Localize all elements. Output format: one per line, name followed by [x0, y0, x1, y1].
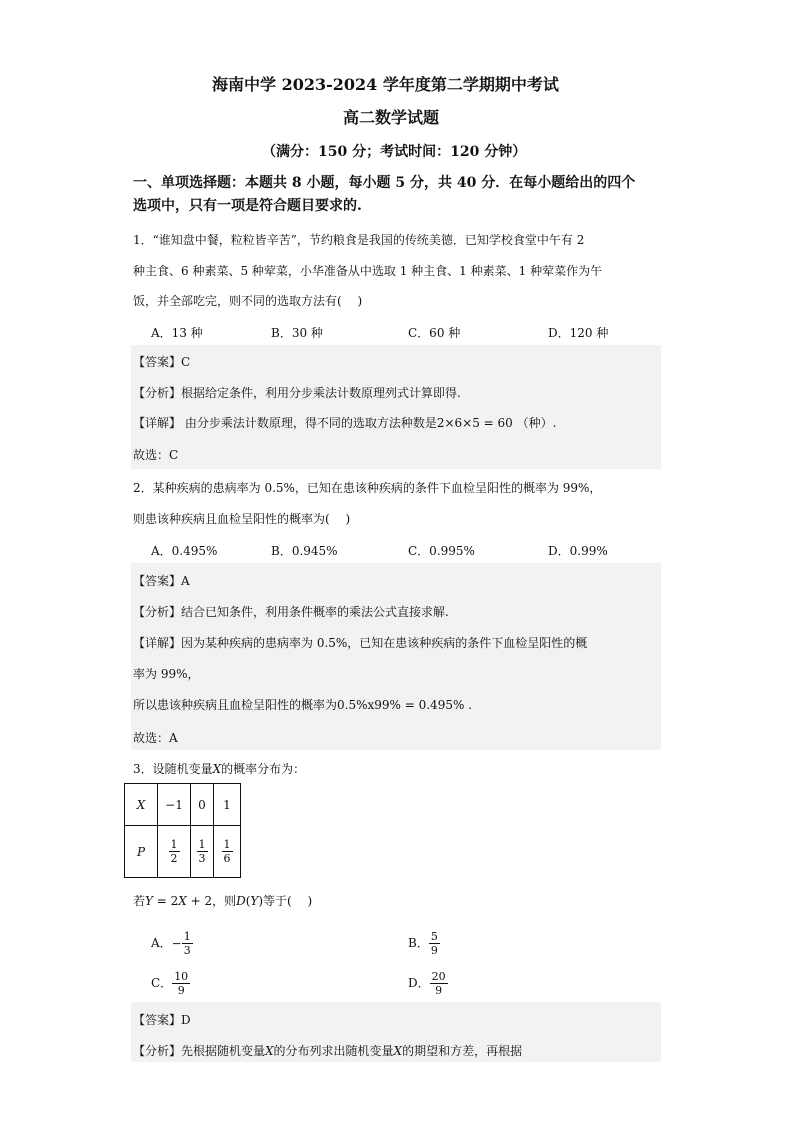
q3-line1: 3．设随机变量𝑋的概率分布为： [133, 762, 306, 776]
q2-line2: 则患该种疾病且血检呈阳性的概率为( ) [133, 512, 351, 526]
q2-detail-line3: 所以患该种疾病且血检呈阳性的概率为0.5%x99% = 0.495% . [133, 698, 472, 712]
table-header-x: 𝑋 [125, 784, 158, 826]
q1-analysis: 【分析】根据给定条件，利用分步乘法计数原理列式计算即得. [133, 386, 461, 400]
table-prob-cell [158, 826, 191, 878]
probability-distribution-table [124, 783, 241, 878]
q3-question: 若𝑌 = 2𝑋 + 2，则𝐷(𝑌)等于( ) [133, 894, 313, 908]
section-heading-line1: 一、单项选择题：本题共 8 小题，每小题 5 分，共 40 分．在每小题给出的四个 [133, 175, 636, 191]
q1-solution-box [131, 345, 661, 469]
q1-conclusion: 故选：C [133, 448, 179, 462]
q2-option-c: C．0.995% [408, 544, 475, 558]
prob-fraction: $\frac{1}{2}$ [170, 838, 178, 865]
q1-option-a: A．13 种 [151, 326, 203, 340]
exam-meta: （满分：150 分；考试时间：120 分钟） [262, 144, 527, 160]
exam-subtitle: 高二数学试题 [343, 108, 440, 127]
q2-conclusion: 故选：A [133, 731, 178, 745]
q2-detail-line2: 率为 99%， [133, 667, 200, 681]
q1-option-d: D．120 种 [548, 326, 609, 340]
q1-option-c: C．60 种 [408, 326, 461, 340]
table-prob-cell [214, 826, 241, 878]
q2-option-d: D．0.99% [548, 544, 608, 558]
exam-title: 海南中学 2023-2024 学年度第二学期期中考试 [212, 75, 559, 94]
q3-answer: 【答案】D [133, 1013, 191, 1027]
table-header-p: 𝑃 [125, 826, 158, 878]
prob-fraction: $\frac{1}{3}$ [198, 838, 206, 865]
q2-detail-line1: 【详解】因为某种疾病的患病率为 0.5%，已知在患该种疾病的条件下血检呈阳性的概 [133, 636, 588, 650]
q1-line3: 饭，并全部吃完，则不同的选取方法有( ) [133, 294, 363, 308]
q1-option-b: B．30 种 [271, 326, 323, 340]
q3-analysis: 【分析】先根据随机变量𝑋的分布列求出随机变量𝑋的期望和方差，再根据 [133, 1044, 523, 1058]
table-value-cell: −1 [158, 784, 191, 826]
prob-fraction: $\frac{1}{6}$ [223, 838, 231, 865]
q1-line1: 1．“谁知盘中餐，粒粒皆辛苦”，节约粮食是我国的传统美德．已知学校食堂中午有 2 [133, 233, 585, 247]
q3-option-d: D． $\frac{20}{9}$ [408, 970, 446, 997]
q3-option-a: A．− $\frac{1}{3}$ [151, 930, 191, 957]
q1-detail: 【详解】 由分步乘法计数原理，得不同的选取方法种数是2×6×5 = 60 （种）. [133, 416, 557, 430]
q2-option-a: A．0.495% [151, 544, 218, 558]
q3-option-b: B． $\frac{5}{9}$ [408, 930, 438, 957]
table-value-cell: 0 [191, 784, 214, 826]
q2-line1: 2．某种疾病的患病率为 0.5%，已知在患该种疾病的条件下血检呈阳性的概率为 99%， [133, 481, 602, 495]
table-value-cell: 1 [214, 784, 241, 826]
q3-option-c: C． $\frac{10}{9}$ [151, 970, 189, 997]
section-heading-line2: 选项中，只有一项是符合题目要求的. [133, 198, 362, 214]
q2-answer: 【答案】A [133, 574, 190, 588]
table-prob-cell [191, 826, 214, 878]
q2-option-b: B．0.945% [271, 544, 338, 558]
q2-analysis: 【分析】结合已知条件，利用条件概率的乘法公式直接求解. [133, 605, 449, 619]
q1-answer: 【答案】C [133, 355, 191, 369]
q1-line2: 种主食、6 种素菜、5 种荤菜，小华准备从中选取 1 种主食、1 种素菜、1 种荤菜作为午 [133, 264, 603, 278]
q2-solution-box [131, 563, 661, 750]
